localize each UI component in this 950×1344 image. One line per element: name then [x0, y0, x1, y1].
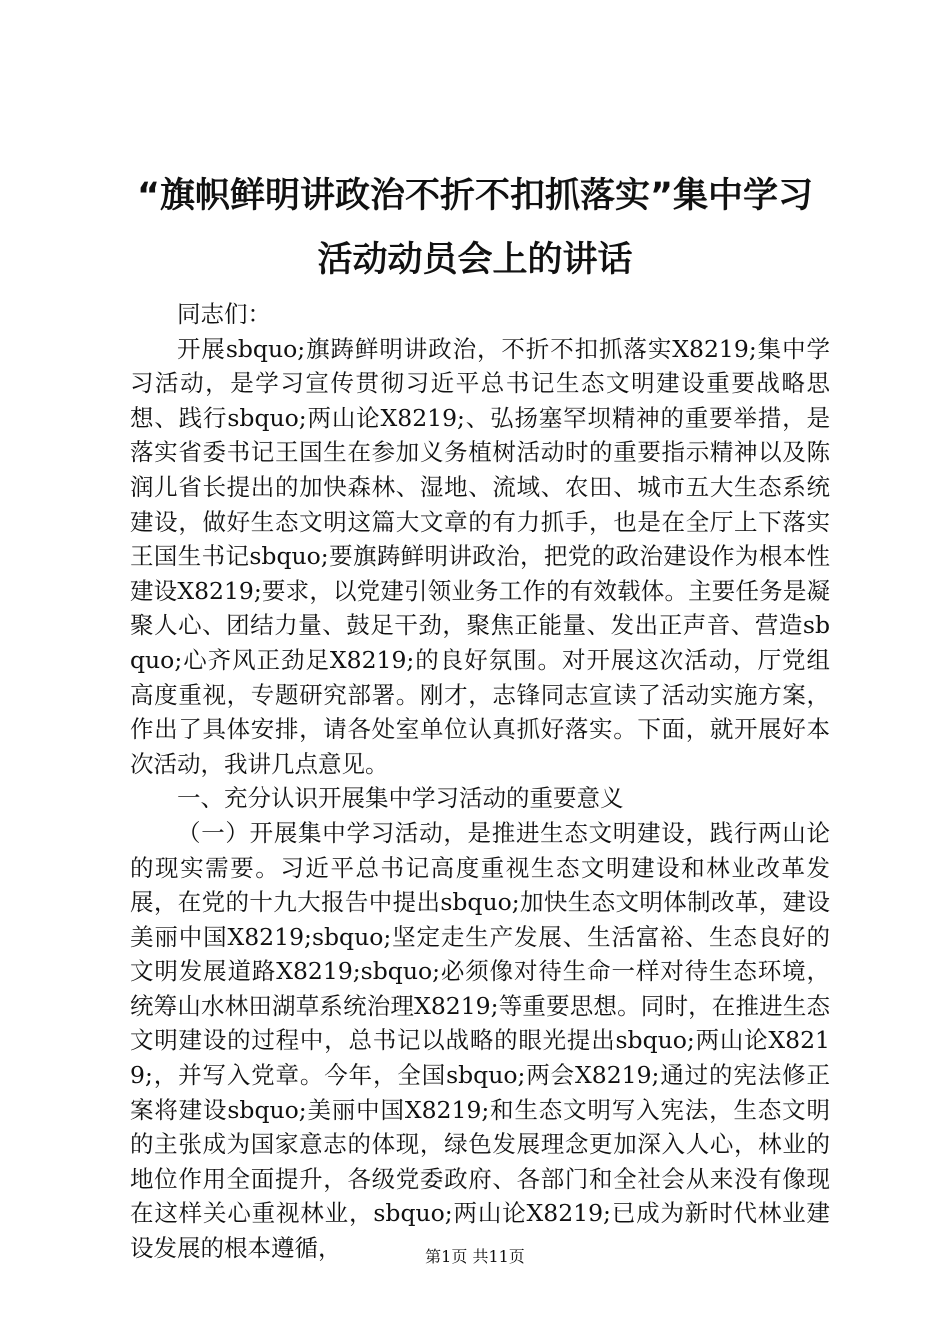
salutation-paragraph: 同志们：: [177, 300, 271, 328]
document-title-line-2: 活动动员会上的讲话: [317, 240, 633, 280]
body-paragraph: 开展sbquo;旗踌鲜明讲政治，不折不扣抓落实X8219;集中学习活动，是学习宣传贯彻习近平总书记生态文明建设重要战略思想、践行sbquo;两山论X8219;、弘扬塞罕坝精神的重要举措，是落实省委书记王国生在参加义务植树活动时的重要指示精神以及陈润儿省长提出的加快森林、湿地、流域、农田、城市五大生态系统建设，做好生态文明这篇大文章的有力抓手，也是在全厅上下落实王国生书记sbquo;要旗踌鲜明讲政治，把党的政治建设作为根本性建设X8219;要求，以党建引领业务工作的有效载体。主要任务是凝聚人心、团结力量、鼓足干劲，聚焦正能量、发出正声音、营造sbquo;心齐风正劲足X8219;的良好氛围。对开展这次活动，厅党组高度重视，专题研究部署。刚才，志锋同志宣读了活动实施方案，作出了具体安排，请各处室单位认真抓好落实。下面，就开展好本次活动，我讲几点意见。: [130, 334, 830, 778]
page-number-footer: 第1页 共11页: [425, 1247, 525, 1266]
body-paragraph: （一）开展集中学习活动，是推进生态文明建设，践行两山论的现实需要。习近平总书记高度重视生态文明建设和林业改革发展，在党的十九大报告中提出sbquo;加快生态文明体制改革，建设美丽中国X8219;sbquo;坚定走生产发展、生活富裕、生态良好的文明发展道路X8219;sbquo;必须像对待生命一样对待生态环境，统筹山水林田湖草系统治理X8219;等重要思想。同时，在推进生态文明建设的过程中，总书记以战略的眼光提出sbquo;两山论X8219;，并写入党章。今年，全国sbquo;两会X8219;通过的宪法修正案将建设sbquo;美丽中国X8219;和生态文明写入宪法，生态文明的主张成为国家意志的体现，绿色发展理念更加深入人心，林业的地位作用全面提升，各级党委政府、各部门和全社会从来没有像现在这样关心重视林业，sbquo;两山论X8219;已成为新时代林业建设发展的根本遵循，: [130, 818, 830, 1263]
document-title-line-1: “旗帜鲜明讲政治不折不扣抓落实”集中学习: [136, 176, 813, 216]
document-body: [130, 297, 830, 1266]
section-heading: 一、充分认识开展集中学习活动的重要意义: [177, 784, 624, 813]
